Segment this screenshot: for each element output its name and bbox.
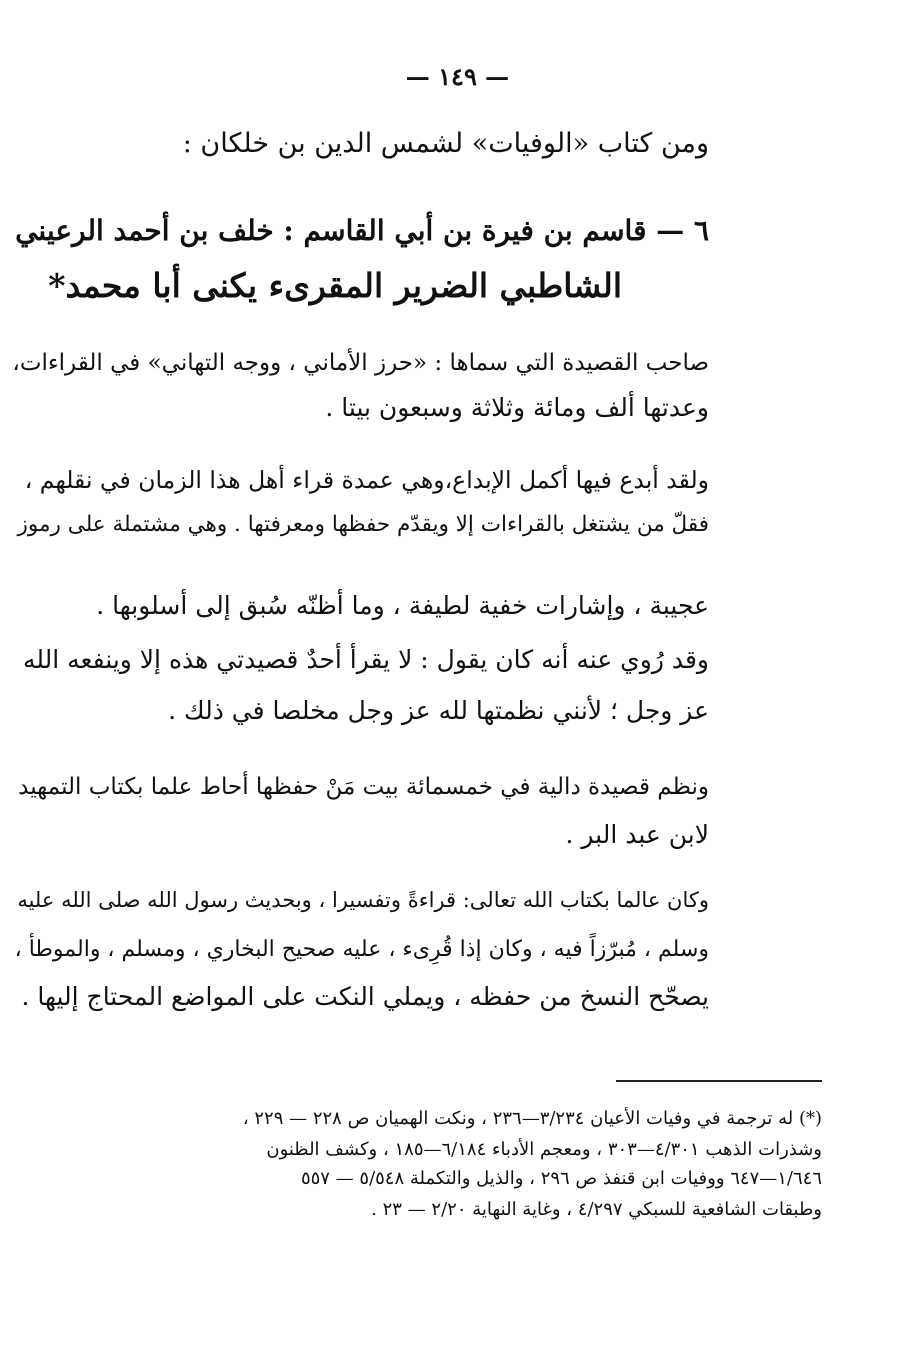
footnote-line: (*) له ترجمة في وفيات الأعيان ٣/٢٣٤—٢٣٦ ، ونكت الهميان ص ٢٢٨ — ٢٢٩ ، [242,1108,822,1129]
paragraph-line: وسلم ، مُبرّزاً فيه ، وكان إذا قُرِىء ، عليه صحيح البخاري ، ومسلم ، والموطأ ، [14,937,709,962]
paragraph-line: وكان عالما بكتاب الله تعالى: قراءةً وتفسيرا ، وبحديث رسول الله صلى الله عليه [17,888,709,912]
page-number: — ١٤٩ — [405,62,510,91]
paragraph-line: عز وجل ؛ لأنني نظمتها لله عز وجل مخلصا في ذلك . [168,696,709,725]
paragraph-line: ولقد أبدع فيها أكمل الإبداع،وهي عمدة قراء أهل هذا الزمان في نقلهم ، [24,466,709,494]
paragraph-line: وعدتها ألف ومائة وثلاثة وسبعون بيتا . [325,393,709,422]
paragraph-line: لابن عبد البر . [565,820,709,849]
paragraph-line: وقد رُوي عنه أنه كان يقول : لا يقرأ أحدٌ قصيدتي هذه إلا وينفعه الله [22,645,709,674]
paragraph-line: صاحب القصيدة التي سماها : «حرز الأماني ، ووجه التهاني» في القراءات، [12,350,709,376]
paragraph-line: يصحّح النسخ من حفظه ، ويملي النكت على المواضع المحتاج إليها . [21,982,709,1011]
paragraph-line: فقلّ من يشتغل بالقراءات إلا ويقدّم حفظها ومعرفتها . وهي مشتملة على رموز [17,512,709,537]
footnote-line: وشذرات الذهب ٤/٣٠١—٣٠٣ ، ومعجم الأدباء ٦/١٨٤—١٨٥ ، وكشف الظنون [266,1139,822,1160]
footnote-divider [616,1080,822,1082]
footnote-line: ١/٦٤٦—٦٤٧ ووفيات ابن قنفذ ص ٢٩٦ ، والذيل والتكملة ٥/٥٤٨ — ٥٥٧ [300,1168,822,1189]
footnote-line: وطبقات الشافعية للسبكي ٤/٢٩٧ ، وغاية النهاية ٢/٢٠ — ٢٣ . [371,1199,822,1220]
entry-heading-line: الشاطبي الضرير المقرىء يكنى أبا محمد* [48,266,622,305]
paragraph-line: ونظم قصيدة دالية في خمسمائة بيت مَنْ حفظها أحاط علما بكتاب التمهيد [18,774,709,800]
source-line: ومن كتاب «الوفيات» لشمس الدين بن خلكان : [182,128,709,159]
entry-heading-line: ٦ — قاسم بن فيرة بن أبي القاسم : خلف بن أحمد الرعيني [15,214,709,247]
paragraph-line: عجيبة ، وإشارات خفية لطيفة ، وما أظنّه سُبق إلى أسلوبها . [96,591,709,620]
